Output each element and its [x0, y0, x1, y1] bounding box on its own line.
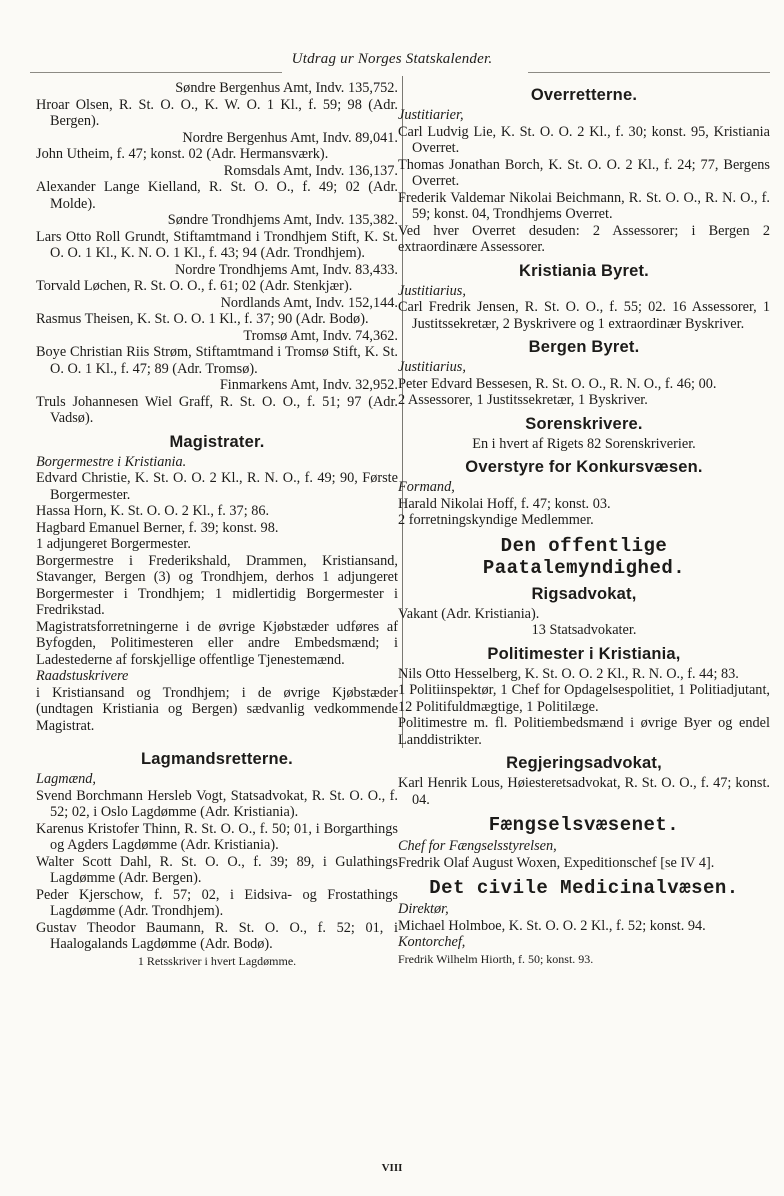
section-heading: Rigsadvokat, [531, 584, 637, 603]
entry: Fredrik Wilhelm Hiorth, f. 50; konst. 93. [398, 951, 594, 966]
entry: 13 Statsadvokater. [531, 622, 637, 638]
entry: Hassa Horn, K. St. O. O. 2 Kl., f. 37; 86. [36, 503, 270, 519]
entry: Walter Scott Dahl, R. St. O. O., f. 39; 89, i Gulathings Lagdømme (Adr. Bergen). [36, 853, 398, 886]
entry: Vakant (Adr. Kristiania). [398, 605, 540, 622]
entry: Carl Fredrik Jensen, R. St. O. O., f. 55; 02. 16 Assessorer, 1 Justitssekretær, 2 Byskrivere og 1 extraordinær Byskriver. [398, 299, 770, 332]
entry: Peter Edvard Bessesen, R. St. O. O., R. N. O., f. 46; 00. [398, 375, 717, 392]
section-heading: Bergen Byret. [528, 338, 640, 356]
subheading: Direktør, [398, 901, 449, 917]
section-heading: Regjeringsadvokat, [506, 754, 662, 772]
header-rule-left [30, 72, 282, 73]
subheading: Lagmænd, [36, 771, 96, 787]
entry: Nils Otto Hesselberg, K. St. O. O. 2 Kl., R. N. O., f. 44; 83. [398, 665, 739, 682]
entry: Hagbard Emanuel Berner, f. 39; konst. 98. [36, 519, 279, 536]
district-line: Romsdals Amt, Indv. 136,137. [223, 162, 398, 179]
section-heading: Lagmandsretterne. [141, 750, 293, 768]
subheading: Chef for Fængselsstyrelsen, [398, 838, 557, 854]
entry: Fredrik Olaf August Woxen, Expeditionschef [se IV 4]. [398, 854, 715, 871]
section-heading: Sorenskrivere. [525, 414, 643, 433]
section-heading: Kristiania Byret. [519, 261, 649, 280]
district-line: Nordlands Amt, Indv. 152,144. [220, 294, 398, 311]
page-header: Utdrag ur Norges Statskalender. [291, 51, 493, 67]
section-heading: Politimester i Kristiania, [487, 644, 681, 663]
entry: Torvald Løchen, R. St. O. O., f. 61; 02 (Adr. Stenkjær). [36, 278, 353, 294]
entry: Borgermestre i Frederikshald, Drammen, Kristiansand, Stavanger, Bergen (3) og Trondhjem, derhos 1 adjungeret Borgermester i Trondhjem; 1 midlertidig Borgermester i Fredrikstad. [36, 552, 398, 618]
entry: Harald Nikolai Hoff, f. 47; konst. 03. [398, 495, 611, 512]
subheading: Justitiarius, [398, 359, 466, 375]
entry: En i hvert af Rigets 82 Sorenskriverier. [472, 435, 696, 452]
right-column [398, 80, 770, 967]
entry: Svend Borchmann Hersleb Vogt, Statsadvokat, R. St. O. O., f. 52; 02, i Oslo Lagdømme (Adr. Kristiania). [36, 787, 398, 820]
entry: Gustav Theodor Baumann, R. St. O. O., f. 52; 01, i Haalogalands Lagdømme (Adr. Bodø). [36, 919, 398, 952]
section-heading: Den offentlige Paatalemyndighed. [482, 534, 686, 579]
subheading: Raadstuskrivere [36, 668, 129, 684]
entry: Truls Johannesen Wiel Graff, R. St. O. O., f. 51; 97 (Adr. Vadsø). [36, 393, 398, 426]
entry: Karl Henrik Lous, Høiesteretsadvokat, R. St. O. O., f. 47; konst. 04. [398, 775, 770, 808]
subheading: Borgermestre i Kristiania. [36, 453, 187, 470]
entry: John Utheim, f. 47; konst. 02 (Adr. Hermansværk). [36, 146, 329, 162]
entry: Alexander Lange Kielland, R. St. O. O., f. 49; 02 (Adr. Molde). [36, 179, 398, 212]
district-line: Nordre Bergenhus Amt, Indv. 89,041. [182, 129, 398, 146]
entry: 2 Assessorer, 1 Justitssekretær, 1 Byskriver. [398, 392, 648, 408]
subheading: Justitiarier, [398, 107, 464, 123]
entry: Hroar Olsen, R. St. O. O., K. W. O. 1 Kl., f. 59; 98 (Adr. Bergen). [36, 96, 398, 129]
district-line: Tromsø Amt, Indv. 74,362. [243, 327, 398, 344]
district-line: Nordre Trondhjems Amt, Indv. 83,433. [174, 261, 398, 278]
entry: Frederik Valdemar Nikolai Beichmann, R. St. O. O., R. N. O., f. 59; konst. 04, Trondhjems Overret. [398, 189, 770, 222]
entry: Thomas Jonathan Borch, K. St. O. O. 2 Kl., f. 24; 77, Bergens Overret. [398, 156, 770, 189]
section-heading: Det civile Medicinalvæsen. [429, 877, 739, 899]
entry: Boye Christian Riis Strøm, Stiftamtmand i Tromsø Stift, K. St. O. O. 1 Kl., f. 47; 89 (Adr. Tromsø). [36, 344, 398, 377]
section-heading: Overretterne. [530, 86, 638, 104]
entry: Edvard Christie, K. St. O. O. 2 Kl., R. N. O., f. 49; 90, Første Borgermester. [36, 470, 398, 503]
entry: i Kristiansand og Trondhjem; i de øvrige Kjøbstæder (undtagen Kristiania og Bergen) sædvanlig vedkommende Magistrat. [36, 684, 398, 734]
district-line: Søndre Bergenhus Amt, Indv. 135,752. [175, 80, 398, 96]
entry: 1 Retsskriver i hvert Lagdømme. [137, 953, 297, 968]
district-line: Finmarkens Amt, Indv. 32,952. [219, 377, 398, 393]
entry: Michael Holmboe, K. St. O. O. 2 Kl., f. 52; konst. 94. [398, 917, 706, 934]
entry: Magistratsforretningerne i de øvrige Kjøbstæder udføres af Byfogden, Politimesteren eller andre Embedsmænd; i Ladestederne af forskjellige offentlige Tjenestemænd. [36, 618, 398, 668]
section-heading: Magistrater. [169, 432, 265, 451]
entry: Politimestre m. fl. Politiembedsmænd i øvrige Byer og endel Landdistrikter. [398, 715, 770, 748]
entry: 2 forretningskyndige Medlemmer. [398, 512, 594, 528]
entry: Karenus Kristofer Thinn, R. St. O. O., f. 50; 01, i Borgarthings og Agders Lagdømme (Adr. Kristiania). [36, 820, 398, 853]
entry: Carl Ludvig Lie, K. St. O. O. 2 Kl., f. 30; konst. 95, Kristiania Overret. [398, 123, 770, 156]
section-heading: Fængselsvæsenet. [488, 814, 680, 836]
header-rule-right [528, 72, 770, 73]
entry: Peder Kjerschow, f. 57; 02, i Eidsiva- og Frostathings Lagdømme (Adr. Trondhjem). [36, 886, 398, 919]
district-line: Søndre Trondhjems Amt, Indv. 135,382. [167, 212, 398, 228]
spacer [36, 734, 398, 744]
subheading: Formand, [398, 479, 455, 495]
entry: 1 adjungeret Borgermester. [36, 536, 191, 552]
entry: Lars Otto Roll Grundt, Stiftamtmand i Trondhjem Stift, K. St. O. O. 1 Kl., K. N. O. 1 Kl., f. 43; 94 (Adr. Trondhjem). [36, 228, 398, 261]
entry: 1 Politiinspektør, 1 Chef for Opdagelsespolitiet, 1 Politiadjutant, 12 Politifuldmægtige, 1 Politilæge. [398, 682, 770, 715]
page-number: VIII [381, 1162, 403, 1174]
left-column [36, 80, 398, 969]
section-heading: Overstyre for Konkursvæsen. [465, 458, 703, 476]
subheading: Kontorchef, [398, 934, 466, 950]
subheading: Justitiarius, [398, 282, 466, 299]
entry: Rasmus Theisen, K. St. O. O. 1 Kl., f. 37; 90 (Adr. Bodø). [36, 311, 369, 327]
entry: Ved hver Overret desuden: 2 Assessorer; i Bergen 2 extraordinære Assessorer. [398, 222, 770, 255]
